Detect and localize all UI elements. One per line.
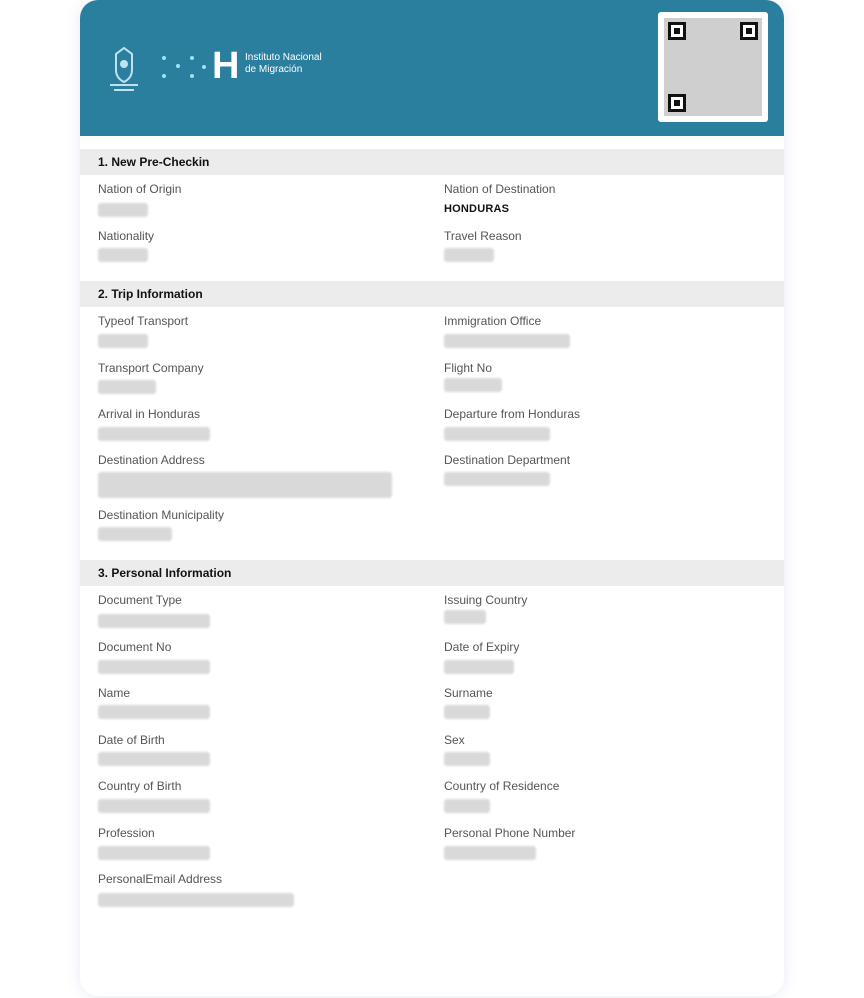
redacted-value	[444, 610, 486, 624]
redacted-value	[98, 660, 210, 674]
email-label: PersonalEmail Address	[98, 872, 223, 886]
section-trip-information	[80, 281, 784, 307]
redacted-value	[444, 472, 550, 486]
name-label: Name	[98, 686, 131, 700]
redacted-value	[98, 427, 210, 441]
redacted-value	[98, 752, 210, 766]
destination-address-label: Destination Address	[98, 453, 205, 467]
section-personal-information	[80, 560, 784, 586]
issuing-country-label: Issuing Country	[444, 593, 528, 607]
redacted-value	[98, 705, 210, 719]
redacted-value	[98, 248, 148, 262]
logo-dots-icon	[160, 50, 210, 84]
travel-reason-label: Travel Reason	[444, 229, 522, 243]
nation-of-destination-label: Nation of Destination	[444, 182, 556, 196]
country-of-birth-label: Country of Birth	[98, 779, 182, 793]
institution-name: Instituto Nacional de Migración	[245, 52, 322, 75]
redacted-value	[444, 378, 502, 392]
type-of-transport-label: Typeof Transport	[98, 314, 189, 328]
profession-label: Profession	[98, 826, 155, 840]
redacted-value	[444, 334, 570, 348]
redacted-value	[444, 660, 514, 674]
date-of-expiry-label: Date of Expiry	[444, 640, 520, 654]
redacted-value	[444, 427, 550, 441]
redacted-value	[444, 248, 494, 262]
section-title: 3. Personal Information	[98, 566, 232, 580]
header-banner	[80, 0, 784, 136]
redacted-value	[98, 203, 148, 217]
departure-label: Departure from Honduras	[444, 407, 581, 421]
country-of-residence-label: Country of Residence	[444, 779, 560, 793]
redacted-value	[98, 846, 210, 860]
destination-municipality-label: Destination Municipality	[98, 508, 225, 522]
redacted-value	[98, 527, 172, 541]
coat-of-arms-icon	[104, 44, 144, 94]
nationality-label: Nationality	[98, 229, 155, 243]
nation-of-destination-value: HONDURAS	[444, 203, 510, 215]
redacted-value	[444, 705, 490, 719]
immigration-office-label: Immigration Office	[444, 314, 542, 328]
destination-department-label: Destination Department	[444, 453, 571, 467]
document-type-label: Document Type	[98, 593, 182, 607]
redacted-value	[444, 846, 536, 860]
redacted-value	[444, 799, 490, 813]
redacted-value	[98, 799, 210, 813]
qr-code-icon	[658, 12, 768, 122]
section-pre-checkin	[80, 149, 784, 175]
sex-label: Sex	[444, 733, 465, 747]
redacted-value	[444, 752, 490, 766]
section-title: 2. Trip Information	[98, 287, 203, 301]
section-title: 1. New Pre-Checkin	[98, 155, 210, 169]
redacted-value	[98, 472, 392, 498]
redacted-value	[98, 334, 148, 348]
arrival-label: Arrival in Honduras	[98, 407, 201, 421]
redacted-value	[98, 893, 294, 907]
logo-letter: H	[212, 45, 240, 87]
date-of-birth-label: Date of Birth	[98, 733, 165, 747]
nation-of-origin-label: Nation of Origin	[98, 182, 182, 196]
phone-label: Personal Phone Number	[444, 826, 576, 840]
pre-checkin-card	[80, 0, 784, 996]
document-no-label: Document No	[98, 640, 172, 654]
surname-label: Surname	[444, 686, 493, 700]
flight-no-label: Flight No	[444, 361, 493, 375]
redacted-value	[98, 380, 156, 394]
transport-company-label: Transport Company	[98, 361, 204, 375]
redacted-value	[98, 614, 210, 628]
